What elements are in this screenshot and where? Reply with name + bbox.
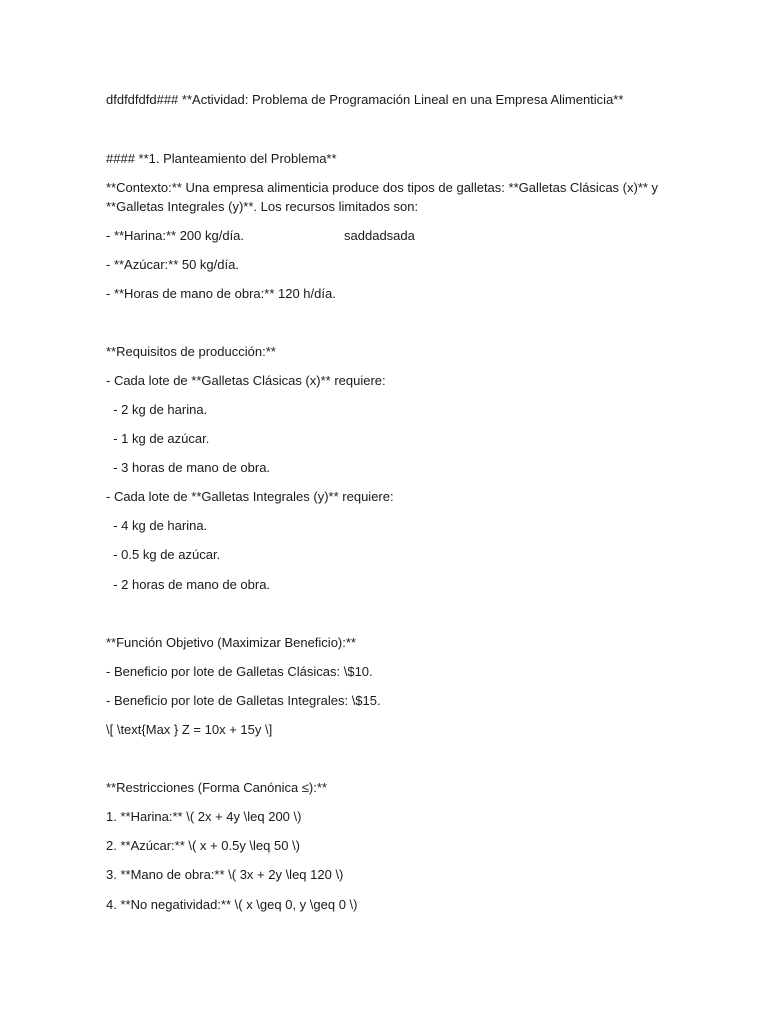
list-item: - 1 kg de azúcar. [106,431,210,446]
list-item: 2. **Azúcar:** \( x + 0.5y \leq 50 \) [106,838,301,853]
list-item: - Beneficio por lote de Galletas Integrales: \$15. [106,693,381,708]
list-item: - Cada lote de **Galletas Clásicas (x)** requiere: [106,373,386,388]
stray-text: saddadsada [344,228,415,243]
objective-heading: **Función Objetivo (Maximizar Beneficio):** [106,635,356,650]
list-item: - 2 horas de mano de obra. [106,577,271,592]
list-item: - 3 horas de mano de obra. [106,460,271,475]
resource-azucar: - **Azúcar:** 50 kg/día. [106,257,239,272]
list-item: - Cada lote de **Galletas Integrales (y)** requiere: [106,489,394,504]
resource-harina-text: - **Harina:** 200 kg/día. [106,228,245,243]
list-item: 1. **Harina:** \( 2x + 4y \leq 200 \) [106,809,302,824]
restricciones-heading: **Restricciones (Forma Canónica ≤):** [106,780,327,795]
objective-formula: \[ \text{Max } Z = 10x + 15y \] [106,722,273,737]
context-line-2: **Galletas Integrales (y)**. Los recursos limitados son: [106,199,419,214]
resource-mano-obra: - **Horas de mano de obra:** 120 h/día. [106,286,336,301]
list-item: 3. **Mano de obra:** \( 3x + 2y \leq 120 \) [106,867,344,882]
context-line-1: **Contexto:** Una empresa alimenticia produce dos tipos de galletas: **Galletas Clásicas (x)** y [106,180,659,195]
list-item: - 0.5 kg de azúcar. [106,547,221,562]
section-heading: #### **1. Planteamiento del Problema** [106,151,337,166]
document-heading: dfdfdfdfd### **Actividad: Problema de Programación Lineal en una Empresa Alimenticia** [106,92,624,107]
list-item: - 2 kg de harina. [106,402,208,417]
list-item: 4. **No negatividad:** \( x \geq 0, y \geq 0 \) [106,897,358,912]
list-item: - Beneficio por lote de Galletas Clásicas: \$10. [106,664,373,679]
list-item: - 4 kg de harina. [106,518,208,533]
requisitos-heading: **Requisitos de producción:** [106,344,276,359]
resource-harina [106,228,415,244]
